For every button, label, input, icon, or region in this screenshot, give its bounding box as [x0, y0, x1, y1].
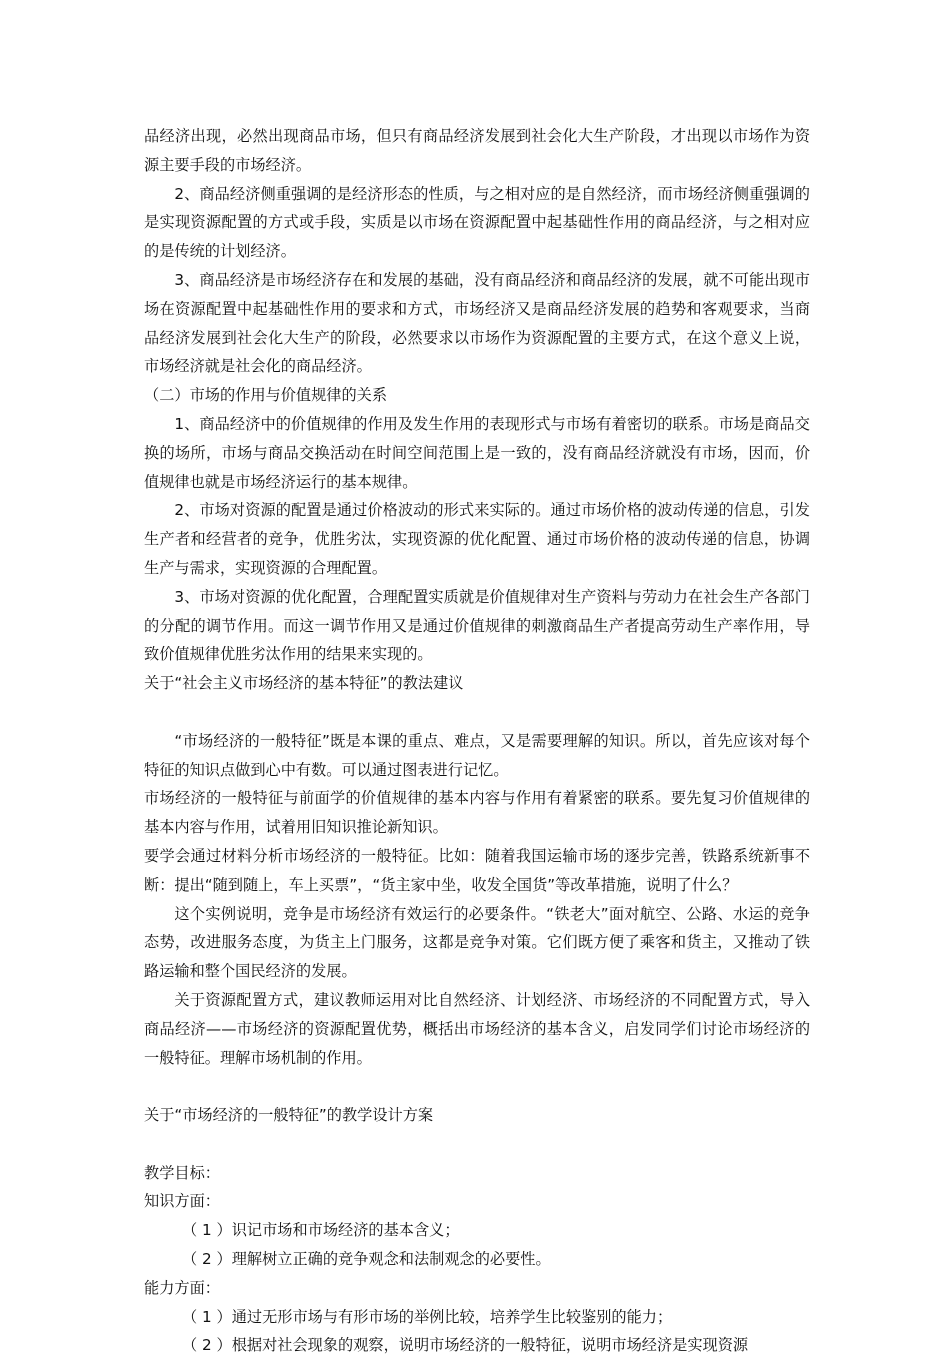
paragraph-general-features: “市场经济的一般特征”既是本课的重点、难点，又是需要理解的知识。所以，首先应该对每个特征的知识点做到心中有数。可以通过图表进行记忆。: [144, 731, 810, 779]
paragraph-continuation: 品经济出现，必然出现商品市场，但只有商品经济发展到社会化大生产阶段，才出现以市场作为资源主要手段的市场经济。: [144, 127, 810, 174]
paragraph-market-point-2: 2、市场对资源的配置是通过价格波动的形式来实际的。通过市场价格的波动传递的信息，引发生产者和经营者的竞争，优胜劣汰，实现资源的优化配置、通过市场价格的波动传递的信息，协调生产与需求，实现资源的合理配置。: [144, 501, 810, 577]
list-item-knowledge-1: （ 1 ）识记市场和市场经济的基本含义；: [182, 1221, 460, 1240]
list-item-ability-1: （ 1 ）通过无形市场与有形市场的举例比较，培养学生比较鉴别的能力；: [182, 1307, 673, 1326]
blank-line: [144, 698, 810, 727]
section-heading-2: （二）市场的作用与价值规律的关系: [144, 386, 387, 405]
paragraph-point-2: 2、商品经济侧重强调的是经济形态的性质，与之相对应的是自然经济，而市场经济侧重强调的是实现资源配置的方式或手段，实质是以市场在资源配置中起基础性作用的商品经济，与之相对应的是传统的计划经济。: [144, 184, 810, 261]
paragraph-value-law-link: 市场经济的一般特征与前面学的价值规律的基本内容与作用有着紧密的联系。要先复习价值规律的基本内容与作用，试着用旧知识推论新知识。: [144, 789, 810, 837]
heading-ability: 能力方面：: [144, 1278, 220, 1297]
blank-line: [144, 1130, 810, 1159]
list-item-ability-2: （ 2 ）根据对社会现象的观察，说明市场经济的一般特征，说明市场经济是实现资源: [182, 1336, 749, 1355]
heading-teaching-goals: 教学目标：: [144, 1163, 220, 1182]
paragraph-material-analysis: 要学会通过材料分析市场经济的一般特征。比如：随着我国运输市场的逐步完善，铁路系统新事不断：提出“随到随上，车上买票”，“货主家中坐，收发全国货”等改革措施，说明了什么？: [144, 846, 810, 894]
list-item-knowledge-2: （ 2 ）理解树立正确的竞争观念和法制观念的必要性。: [182, 1250, 551, 1269]
paragraph-market-point-3: 3、市场对资源的优化配置，合理配置实质就是价值规律对生产资料与劳动力在社会生产各部门的分配的调节作用。而这一调节作用又是通过价值规律的刺激商品生产者提高劳动生产率作用，导致价值规律优胜劣汰作用的结果来实现的。: [144, 587, 810, 664]
paragraph-resource-allocation: 关于资源配置方式，建议教师运用对比自然经济、计划经济、市场经济的不同配置方式，导入商品经济——市场经济的资源配置优势，概括出市场经济的基本含义，启发同学们讨论市场经济的一般特征。理解市场机制的作用。: [144, 990, 810, 1067]
paragraph-example-explanation: 这个实例说明，竞争是市场经济有效运行的必要条件。“铁老大”面对航空、公路、水运的竞争态势，改进服务态度，为货主上门服务，这都是竞争对策。它们既方便了乘客和货主，又推动了铁路运输和整个国民经济的发展。: [144, 904, 810, 981]
paragraph-point-3: 3、商品经济是市场经济存在和发展的基础，没有商品经济和商品经济的发展，就不可能出现市场在资源配置中起基础性作用的要求和方式，市场经济又是商品经济发展的趋势和客观要求，当商品经济发展到社会化大生产的阶段，必然要求以市场作为资源配置的主要方式，在这个意义上说，市场经济就是社会化的商品经济。: [144, 270, 810, 376]
section-heading-design-plan: 关于“市场经济的一般特征”的教学设计方案: [144, 1106, 434, 1125]
section-heading-teaching-advice: 关于“社会主义市场经济的基本特征”的教法建议: [144, 674, 464, 693]
blank-line: [144, 1072, 810, 1101]
heading-knowledge: 知识方面：: [144, 1192, 220, 1211]
document-page: [144, 122, 810, 1360]
paragraph-market-point-1: 1、商品经济中的价值规律的作用及发生作用的表现形式与市场有着密切的联系。市场是商品交换的场所，市场与商品交换活动在时间空间范围上是一致的，没有商品经济就没有市场，因而，价值规律也就是市场经济运行的基本规律。: [144, 414, 810, 491]
